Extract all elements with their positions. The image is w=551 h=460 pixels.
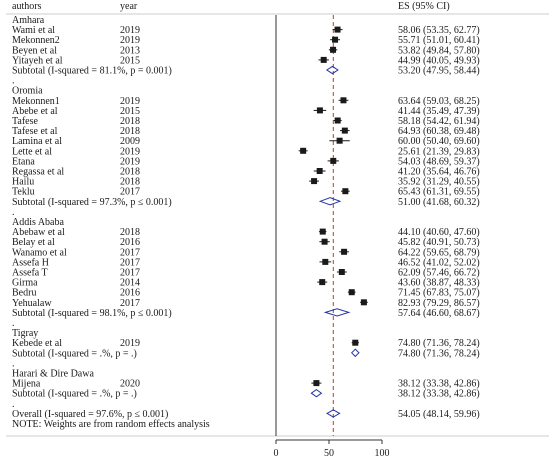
row-spacer: . [12, 75, 15, 87]
study-es-ci: 45.82 (40.91, 50.73) [398, 237, 480, 249]
study-year: 2016 [120, 237, 140, 249]
subgroup-label: Addis Ababa [12, 217, 64, 228]
study-author: Abebe et al [12, 105, 58, 117]
study-marker [317, 168, 323, 174]
study-es-ci: 44.10 (40.60, 47.60) [398, 227, 480, 239]
x-tick-label: 50 [324, 448, 334, 459]
study-marker [335, 118, 341, 124]
study-year: 2019 [120, 156, 140, 168]
study-author: Tafese et al [12, 126, 58, 138]
study-author: Teklu [12, 186, 35, 198]
study-marker [340, 97, 346, 103]
study-year: 2009 [120, 136, 140, 148]
study-marker [300, 148, 306, 154]
study-author: Mijena [12, 378, 41, 390]
study-es-ci: 63.64 (59.03, 68.25) [398, 95, 480, 107]
study-es-ci: 53.82 (49.84, 57.80) [398, 45, 480, 57]
row-spacer: . [12, 358, 15, 370]
subtotal-label: Subtotal (I-squared = 81.1%, p = 0.001) [12, 65, 172, 77]
study-author: Lamina et al [12, 136, 62, 148]
study-year: 2017 [120, 247, 140, 259]
weights-note: NOTE: Weights are from random effects analysis [12, 419, 210, 430]
x-axis [274, 440, 390, 459]
subtotal-diamond [325, 309, 348, 316]
subtotal-label: Subtotal (I-squared = 97.3%, p ≤ 0.001) [12, 196, 172, 208]
study-author: Wami et al [12, 25, 56, 37]
subgroup-label: Amhara [12, 15, 45, 26]
study-year: 2018 [120, 126, 140, 138]
study-marker [311, 178, 317, 184]
study-es-ci: 43.60 (38.87, 48.33) [398, 277, 480, 289]
subgroup-label: Oromia [12, 85, 43, 97]
study-author: Kebede et al [12, 338, 62, 350]
subtotal-es-ci: 38.12 (33.38, 42.86) [398, 388, 480, 400]
subtotal-es-ci: 51.00 (41.68, 60.32) [398, 196, 480, 208]
study-year: 2018 [120, 116, 140, 127]
subtotal-label: Subtotal (I-squared = .%, p = .) [12, 388, 137, 400]
study-es-ci: 44.99 (40.05, 49.93) [398, 55, 480, 67]
row-spacer: . [12, 398, 15, 410]
study-marker [317, 107, 323, 113]
study-author: Wanamo et al [12, 247, 67, 259]
subgroup-label: Harari & Dire Dawa [12, 368, 94, 380]
study-author: Abebaw et al [12, 227, 65, 239]
study-year: 2019 [120, 146, 140, 158]
study-marker [341, 249, 347, 255]
subtotal-diamond [311, 390, 321, 397]
subtotal-label: Subtotal (I-squared = .%, p = .) [12, 348, 137, 360]
header-authors: authors [12, 1, 42, 12]
study-year: 2017 [120, 297, 140, 309]
x-tick-label: 0 [273, 448, 279, 459]
study-es-ci: 38.12 (33.38, 42.86) [398, 378, 480, 390]
study-author: Assefa H [12, 257, 49, 269]
study-author: Etana [12, 156, 35, 168]
row-spacer: . [12, 206, 15, 218]
row-spacer: . [12, 318, 15, 329]
study-es-ci: 58.18 (54.42, 61.94) [398, 116, 480, 127]
study-year: 2016 [120, 287, 140, 299]
subtotal-es-ci: 57.64 (46.60, 68.67) [398, 307, 480, 319]
study-author: Tafese [12, 116, 38, 127]
study-year: 2015 [120, 105, 140, 117]
study-year: 2019 [120, 25, 140, 37]
study-marker [322, 259, 328, 265]
study-es-ci: 64.93 (60.38, 69.48) [398, 126, 480, 138]
study-es-ci: 58.06 (53.35, 62.77) [398, 25, 480, 37]
study-author: Yitayeh et al [12, 55, 63, 67]
study-es-ci: 41.20 (35.64, 46.76) [398, 166, 480, 178]
study-es-ci: 35.92 (31.29, 40.55) [398, 176, 480, 188]
study-author: Belay et al [12, 237, 55, 249]
study-year: 2017 [120, 257, 140, 269]
overall-es-ci: 54.05 (48.14, 59.96) [398, 408, 480, 420]
study-year: 2020 [120, 378, 140, 390]
subtotal-label: Subtotal (I-squared = 98.1%, p ≤ 0.001) [12, 307, 172, 319]
study-marker [330, 158, 336, 164]
study-author: Beyen et al [12, 45, 57, 57]
study-marker [313, 380, 319, 386]
study-es-ci: 62.09 (57.46, 66.72) [398, 267, 480, 279]
study-year: 2014 [120, 277, 140, 289]
study-year: 2018 [120, 176, 140, 188]
study-es-ci: 25.61 (21.39, 29.83) [398, 146, 480, 158]
study-author: Bedru [12, 287, 37, 299]
study-author: Mekonnen1 [12, 95, 60, 107]
study-es-ci: 41.44 (35.49, 47.39) [398, 105, 480, 117]
subgroup-label: Tigray [12, 328, 39, 340]
study-es-ci: 74.80 (71.36, 78.24) [398, 338, 480, 350]
subtotal-diamond [320, 198, 340, 205]
subtotal-diamond [327, 66, 338, 73]
study-marker [337, 138, 343, 144]
overall-label: Overall (I-squared = 97.6%, p ≤ 0.001) [12, 408, 169, 420]
study-marker [342, 128, 348, 134]
subtotal-diamond [352, 349, 359, 356]
study-marker [352, 340, 358, 346]
study-es-ci: 65.43 (61.31, 69.55) [398, 186, 480, 198]
study-year: 2019 [120, 35, 140, 47]
study-marker [335, 27, 341, 33]
study-author: Girma [12, 277, 38, 289]
study-author: Regassa et al [12, 166, 65, 178]
study-year: 2013 [120, 45, 140, 57]
subtotal-es-ci: 74.80 (71.36, 78.24) [398, 348, 480, 360]
header-es-ci: ES (95% CI) [398, 1, 450, 12]
study-marker [322, 239, 328, 245]
study-es-ci: 46.52 (41.02, 52.02) [398, 257, 480, 269]
study-marker [361, 299, 367, 305]
study-es-ci: 64.22 (59.65, 68.79) [398, 247, 480, 259]
header-year: year [120, 1, 138, 12]
forest-rows [12, 15, 480, 436]
study-marker [319, 279, 325, 285]
study-marker [321, 57, 327, 63]
study-es-ci: 60.00 (50.40, 69.60) [398, 136, 480, 148]
study-marker [332, 37, 338, 43]
study-marker [330, 47, 336, 53]
study-year: 2017 [120, 186, 140, 198]
study-year: 2018 [120, 227, 140, 239]
study-es-ci: 71.45 (67.83, 75.07) [398, 287, 480, 299]
study-marker [342, 188, 348, 194]
study-year: 2019 [120, 338, 140, 350]
study-year: 2019 [120, 95, 140, 107]
study-year: 2015 [120, 55, 140, 67]
study-year: 2018 [120, 166, 140, 178]
study-year: 2017 [120, 267, 140, 279]
x-tick-label: 100 [374, 448, 390, 459]
study-author: Hailu [12, 176, 35, 188]
study-es-ci: 82.93 (79.29, 86.57) [398, 297, 480, 309]
study-author: Yehualaw [12, 297, 52, 309]
study-es-ci: 54.03 (48.69, 59.37) [398, 156, 480, 168]
study-author: Lette et al [12, 146, 52, 158]
study-marker [339, 269, 345, 275]
subtotal-es-ci: 53.20 (47.95, 58.44) [398, 65, 480, 77]
study-es-ci: 55.71 (51.01, 60.41) [398, 35, 480, 47]
study-marker [320, 229, 326, 235]
study-marker [349, 289, 355, 295]
study-author: Assefa T [12, 267, 48, 279]
study-author: Mekonnen2 [12, 35, 60, 47]
